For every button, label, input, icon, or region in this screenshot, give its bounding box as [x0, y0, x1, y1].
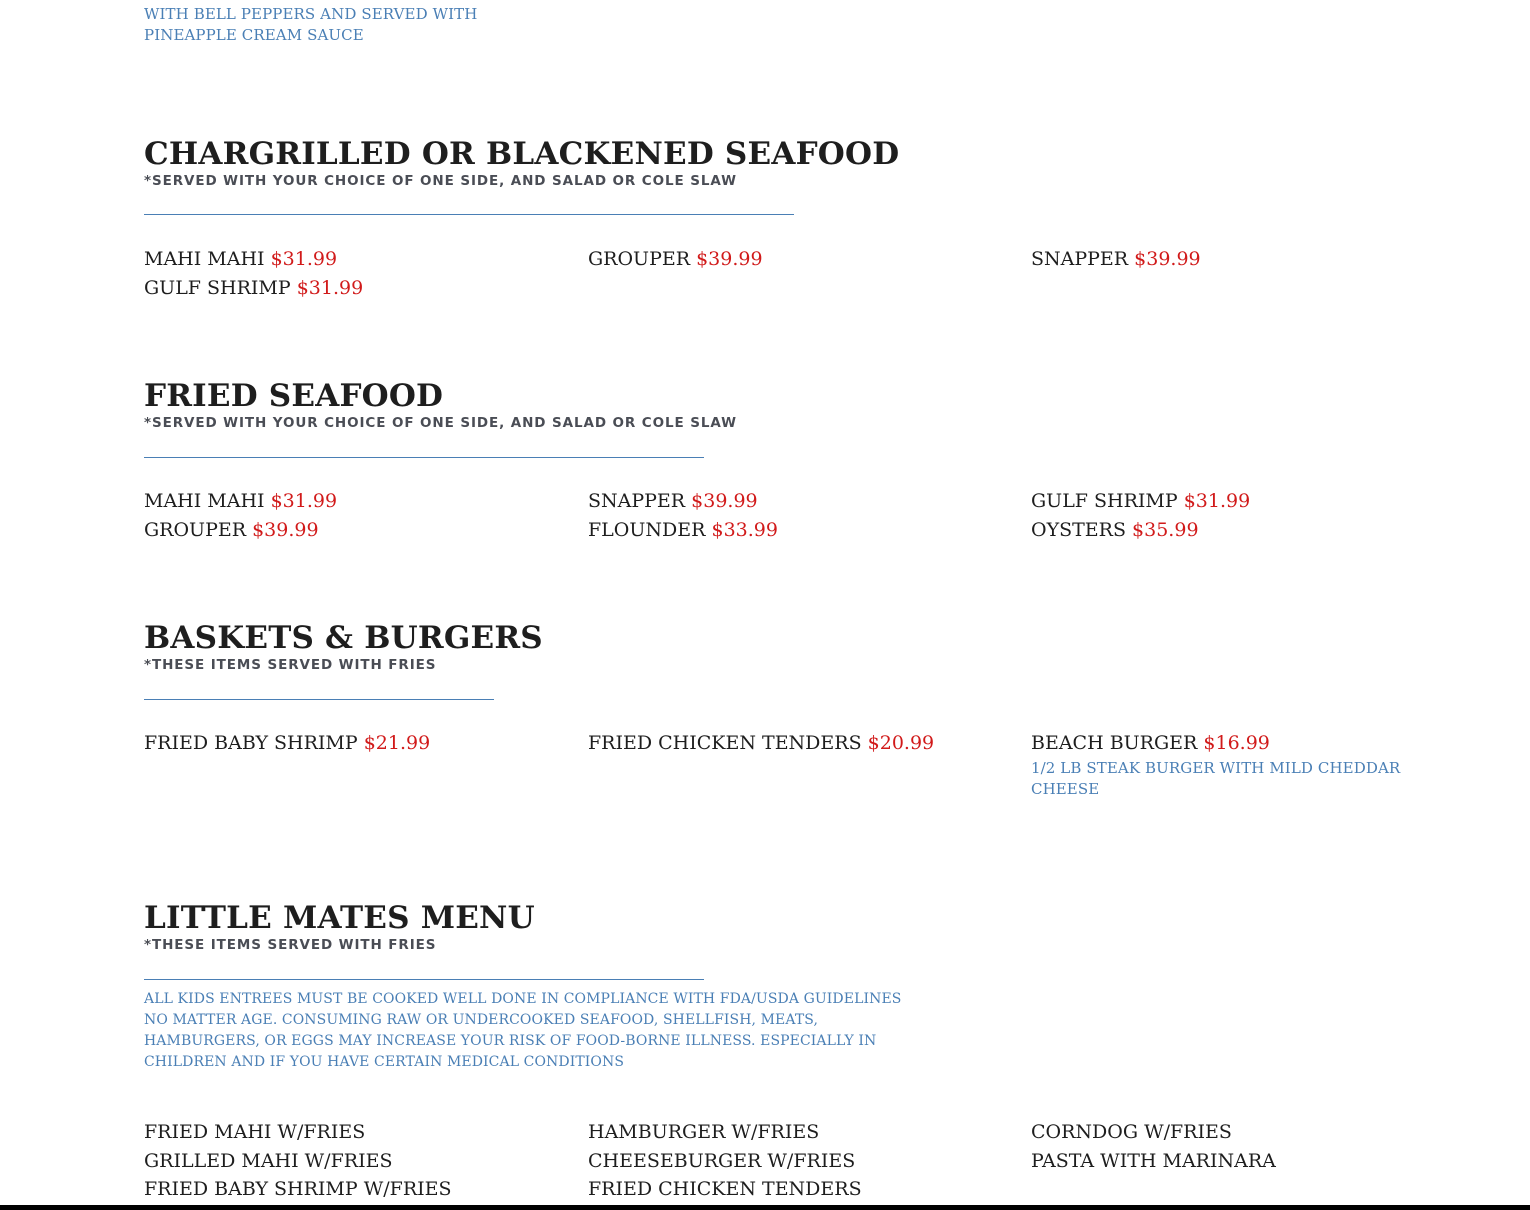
section-subtitle-chargrilled: *SERVED WITH YOUR CHOICE OF ONE SIDE, AND SALAD OR COLE SLAW	[144, 173, 737, 189]
description-line: WITH BELL PEPPERS AND SERVED WITH	[144, 5, 478, 23]
item-price: $35.99	[1132, 519, 1199, 541]
notice-line: ALL KIDS ENTREES MUST BE COOKED WELL DONE IN COMPLIANCE WITH FDA/USDA GUIDELINES	[144, 991, 902, 1007]
item-name: GULF SHRIMP	[1031, 490, 1178, 512]
menu-item	[588, 245, 763, 274]
menu-item	[144, 245, 337, 274]
menu-item: FRIED BABY SHRIMP W/FRIES	[144, 1178, 452, 1200]
item-name: SNAPPER	[588, 490, 686, 512]
section-subtitle-baskets: *THESE ITEMS SERVED WITH FRIES	[144, 657, 437, 673]
section-title-chargrilled: CHARGRILLED OR BLACKENED SEAFOOD	[144, 136, 900, 172]
previous-item-description	[144, 4, 477, 46]
menu-item	[588, 487, 758, 516]
item-price: $39.99	[696, 248, 763, 270]
menu-item: GRILLED MAHI W/FRIES	[144, 1150, 393, 1172]
menu-item	[144, 487, 337, 516]
item-name: MAHI MAHI	[144, 490, 265, 512]
section-subtitle-fried: *SERVED WITH YOUR CHOICE OF ONE SIDE, AND SALAD OR COLE SLAW	[144, 415, 737, 431]
kids-food-safety-notice	[144, 989, 901, 1073]
item-price: $31.99	[270, 248, 338, 270]
menu-item: FRIED MAHI W/FRIES	[144, 1121, 366, 1143]
menu-item	[1031, 487, 1250, 516]
menu-item: CHEESEBURGER W/FRIES	[588, 1150, 856, 1172]
item-name: FRIED BABY SHRIMP	[144, 732, 358, 754]
notice-line: HAMBURGERS, OR EGGS MAY INCREASE YOUR RISK OF FOOD-BORNE ILLNESS. ESPECIALLY IN	[144, 1033, 877, 1049]
menu-item: PASTA WITH MARINARA	[1031, 1150, 1276, 1172]
item-price: $39.99	[252, 519, 319, 541]
item-price: $16.99	[1203, 732, 1270, 754]
item-name: BEACH BURGER	[1031, 732, 1198, 754]
description-line: PINEAPPLE CREAM SAUCE	[144, 26, 364, 44]
section-divider	[144, 457, 704, 458]
menu-item	[1031, 729, 1270, 758]
item-price: $21.99	[363, 732, 431, 754]
item-name: GULF SHRIMP	[144, 277, 291, 299]
item-price: $39.99	[691, 490, 758, 512]
item-name: MAHI MAHI	[144, 248, 265, 270]
item-name: FLOUNDER	[588, 519, 706, 541]
menu-item	[144, 729, 430, 758]
item-name: OYSTERS	[1031, 519, 1126, 541]
section-title-little-mates: LITTLE MATES MENU	[144, 900, 535, 936]
menu-item	[144, 516, 319, 545]
item-price: $31.99	[296, 277, 364, 299]
notice-line: NO MATTER AGE. CONSUMING RAW OR UNDERCOOKED SEAFOOD, SHELLFISH, MEATS,	[144, 1012, 818, 1028]
item-name: SNAPPER	[1031, 248, 1129, 270]
menu-item	[144, 274, 363, 303]
menu-item	[1031, 516, 1199, 545]
section-divider	[144, 699, 494, 700]
description-line: 1/2 LB STEAK BURGER WITH MILD CHEDDAR	[1031, 759, 1401, 777]
item-price: $39.99	[1134, 248, 1201, 270]
item-price: $31.99	[270, 490, 338, 512]
item-description	[1031, 758, 1400, 800]
menu-item: HAMBURGER W/FRIES	[588, 1121, 820, 1143]
section-divider	[144, 979, 704, 980]
menu-item: CORNDOG W/FRIES	[1031, 1121, 1232, 1143]
item-price: $20.99	[867, 732, 935, 754]
notice-line: CHILDREN AND IF YOU HAVE CERTAIN MEDICAL CONDITIONS	[144, 1054, 625, 1070]
item-price: $31.99	[1183, 490, 1251, 512]
menu-item	[1031, 245, 1201, 274]
item-name: GROUPER	[588, 248, 691, 270]
section-title-baskets: BASKETS & BURGERS	[144, 620, 543, 656]
item-name: FRIED CHICKEN TENDERS	[588, 732, 862, 754]
menu-item	[588, 516, 778, 545]
menu-item	[588, 729, 934, 758]
bottom-border	[0, 1205, 1530, 1210]
section-title-fried: FRIED SEAFOOD	[144, 378, 444, 414]
section-divider	[144, 214, 794, 215]
item-price: $33.99	[711, 519, 778, 541]
menu-item: FRIED CHICKEN TENDERS	[588, 1178, 862, 1200]
section-subtitle-little-mates: *THESE ITEMS SERVED WITH FRIES	[144, 937, 437, 953]
item-name: GROUPER	[144, 519, 247, 541]
description-line: CHEESE	[1031, 780, 1100, 798]
